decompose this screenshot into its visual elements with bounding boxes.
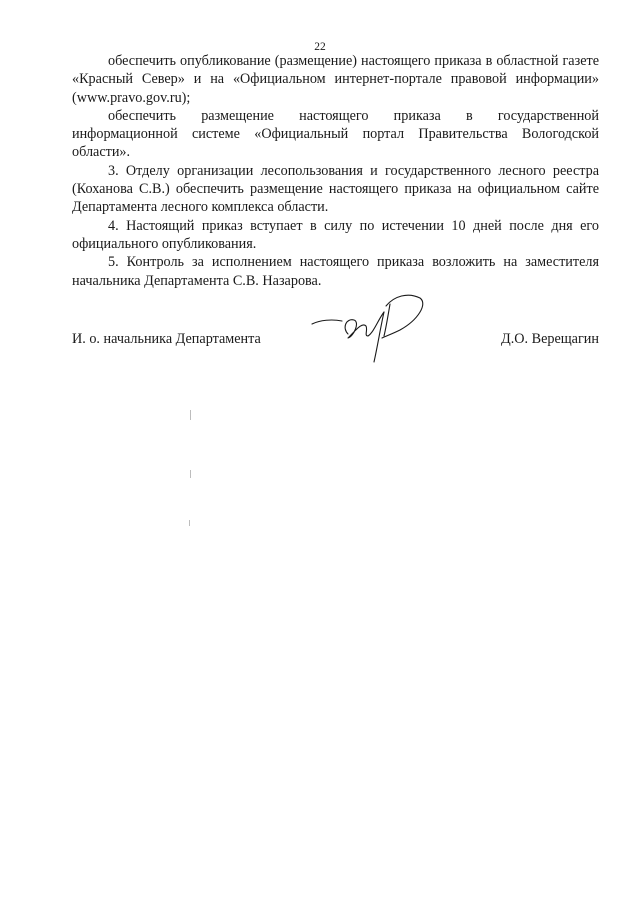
signatory-name: Д.О. Верещагин xyxy=(501,331,599,347)
document-body xyxy=(72,52,599,290)
scan-mark xyxy=(190,410,191,420)
paragraph-item-3: 3. Отделу организации лесопользования и государственного лесного реестра (Коханова С.В.) обеспечить размещение настоящего приказа на официальном сайте Департамента лесного комплекса области. xyxy=(72,162,599,216)
paragraph-portal-placement: обеспечить размещение настоящего приказа в государственной информационной системе «Официальный портал Правительства Вологодской области». xyxy=(72,107,599,161)
paragraph-item-5: 5. Контроль за исполнением настоящего приказа возложить на заместителя начальника Департамента С.В. Назарова. xyxy=(72,254,599,289)
scan-mark xyxy=(190,470,191,478)
signature-block xyxy=(72,326,599,350)
page-number: 22 xyxy=(314,41,326,53)
scan-mark xyxy=(189,520,190,526)
paragraph-item-4: 4. Настоящий приказ вступает в силу по истечении 10 дней после дня его официального опубликования. xyxy=(72,217,599,252)
signatory-position: И. о. начальника Департамента xyxy=(72,331,261,347)
paragraph-publication: обеспечить опубликование (размещение) настоящего приказа в областной газете «Красный Север» и на «Официальном интернет-портале правовой информации» (www.pravo.gov.ru); xyxy=(72,53,599,106)
